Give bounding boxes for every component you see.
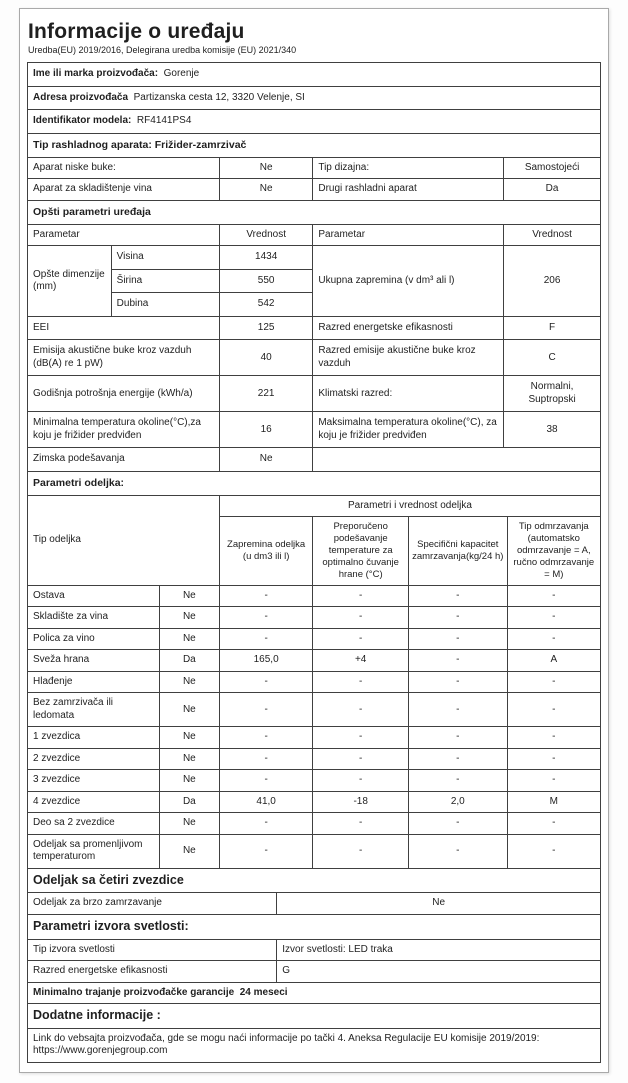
compartment-present: Da xyxy=(159,791,219,813)
table-row xyxy=(28,110,601,134)
compartment-temperature: - xyxy=(313,770,409,792)
page-title: Informacije o uređaju xyxy=(28,20,245,43)
compartment-name: Sveža hrana xyxy=(28,650,160,672)
param-value: 125 xyxy=(219,316,312,340)
warranty-table xyxy=(27,982,601,1005)
type-section-header-table xyxy=(27,133,601,158)
fast-freeze-table xyxy=(27,892,601,915)
compartment-present: Ne xyxy=(159,628,219,650)
param-label: Godišnja potrošnja energije (kWh/a) xyxy=(28,376,220,412)
compartment-temperature: - xyxy=(313,813,409,835)
compartment-temperature: - xyxy=(313,693,409,727)
compartment-temperature: +4 xyxy=(313,650,409,672)
dimension-value: 1434 xyxy=(219,246,312,270)
compartment-name: Hlađenje xyxy=(28,671,160,693)
compartment-present: Ne xyxy=(159,607,219,629)
dimension-value: 542 xyxy=(219,293,312,317)
compartment-row xyxy=(28,585,601,607)
param-label: Tip dizajna: xyxy=(313,157,504,179)
param-value: 40 xyxy=(219,340,312,376)
product-information-sheet xyxy=(19,8,609,1073)
compartment-defrost: - xyxy=(507,585,600,607)
dimension-name: Dubina xyxy=(111,293,219,317)
span-column-header: Parametri i vrednost odeljka xyxy=(219,495,600,517)
compartment-volume: - xyxy=(219,628,312,650)
table-row xyxy=(28,179,601,201)
param-label: Klimatski razred: xyxy=(313,376,504,412)
compartment-name: 4 zvezdice xyxy=(28,791,160,813)
table-row xyxy=(28,316,601,340)
table-row xyxy=(28,448,601,472)
table-row xyxy=(28,340,601,376)
compartment-temperature: - xyxy=(313,727,409,749)
additional-info-header-table xyxy=(27,1003,601,1029)
param-label: EEI xyxy=(28,316,220,340)
website-link-description: Link do vebsajta proizvođača, gde se mogu naći informacije po tački 4. Aneksa Regulacije EU komisije 2019/2019: xyxy=(33,1032,540,1044)
param-label: Zimska podešavanja xyxy=(28,448,220,472)
total-volume-value: 206 xyxy=(504,246,601,317)
table-row xyxy=(28,982,601,1004)
compartment-name: Bez zamrzivača ili ledomata xyxy=(28,693,160,727)
compartment-temperature: - xyxy=(313,671,409,693)
compartment-volume: - xyxy=(219,813,312,835)
compartment-name: Ostava xyxy=(28,585,160,607)
general-params-header-table xyxy=(27,200,601,225)
compartment-defrost: - xyxy=(507,607,600,629)
table-row xyxy=(28,376,601,412)
compartment-present: Ne xyxy=(159,770,219,792)
column-header-temperature: Preporučeno podešavanje temperature za optimalno čuvanje hrane (°C) xyxy=(313,517,409,585)
compartment-defrost: M xyxy=(507,791,600,813)
compartment-volume: 41,0 xyxy=(219,791,312,813)
compartment-row xyxy=(28,671,601,693)
four-star-header-table xyxy=(27,868,601,894)
compartment-name: Skladište za vina xyxy=(28,607,160,629)
fast-freeze-label: Odeljak za brzo zamrzavanje xyxy=(28,893,277,915)
section-header-appliance-type: Tip rashladnog aparata: Frižider-zamrzivač xyxy=(28,133,601,157)
param-label: Emisija akustične buke kroz vazduh (dB(A) re 1 pW) xyxy=(28,340,220,376)
compartment-capacity: 2,0 xyxy=(409,791,508,813)
compartment-volume: - xyxy=(219,748,312,770)
light-type-value: Izvor svetlosti: LED traka xyxy=(277,939,601,961)
compartment-row xyxy=(28,748,601,770)
dimensions-label: Opšte dimenzije (mm) xyxy=(28,246,112,317)
column-header: Parametar xyxy=(28,224,220,246)
compartment-temperature: - xyxy=(313,585,409,607)
compartment-temperature: - xyxy=(313,628,409,650)
compartment-capacity: - xyxy=(409,607,508,629)
compartment-defrost: - xyxy=(507,693,600,727)
param-value: Da xyxy=(504,179,601,201)
table-header-row xyxy=(28,224,601,246)
compartment-volume: - xyxy=(219,693,312,727)
param-label: Minimalna temperatura okoline(°C),za koju je frižider predviđen xyxy=(28,412,220,448)
compartment-volume: - xyxy=(219,727,312,749)
address-value: Partizanska cesta 12, 3320 Velenje, SI xyxy=(133,91,305,103)
table-row xyxy=(28,246,601,270)
table-row xyxy=(28,412,601,448)
brand-value: Gorenje xyxy=(163,68,200,79)
compartment-capacity: - xyxy=(409,748,508,770)
compartment-row xyxy=(28,650,601,672)
compartment-present: Da xyxy=(159,650,219,672)
param-value: Ne xyxy=(219,157,312,179)
address-label: Adresa proizvođača xyxy=(33,91,129,103)
section-header-compartments: Parametri odeljka: xyxy=(28,471,601,495)
column-header-freezing-capacity: Specifični kapacitet zamrzavanja(kg/24 h) xyxy=(409,517,508,585)
light-source-table xyxy=(27,939,601,983)
compartment-volume: - xyxy=(219,770,312,792)
section-header-light-source: Parametri izvora svetlosti: xyxy=(28,914,601,939)
compartment-defrost: - xyxy=(507,727,600,749)
additional-info-table xyxy=(27,1028,601,1063)
warranty-value: 24 meseci xyxy=(239,986,288,998)
column-header-defrost-type: Tip odmrzavanja (automatsko odmrzavanje = A, ručno odmrzavanje = M) xyxy=(507,517,600,585)
compartment-capacity: - xyxy=(409,834,508,868)
total-volume-label: Ukupna zapremina (v dm³ ali l) xyxy=(313,246,504,317)
compartment-defrost: A xyxy=(507,650,600,672)
compartment-defrost: - xyxy=(507,671,600,693)
param-value: 16 xyxy=(219,412,312,448)
compartment-defrost: - xyxy=(507,748,600,770)
compartment-temperature: - xyxy=(313,607,409,629)
table-row xyxy=(28,1028,601,1062)
param-value: 38 xyxy=(504,412,601,448)
compartment-temperature: - xyxy=(313,748,409,770)
compartment-name: Polica za vino xyxy=(28,628,160,650)
param-value: C xyxy=(504,340,601,376)
compartment-present: Ne xyxy=(159,834,219,868)
compartment-volume: - xyxy=(219,607,312,629)
table-row xyxy=(28,157,601,179)
compartment-present: Ne xyxy=(159,693,219,727)
compartment-name: 1 zvezdica xyxy=(28,727,160,749)
empty-cell xyxy=(313,448,601,472)
light-source-header-table xyxy=(27,914,601,940)
table-row xyxy=(28,961,601,983)
compartment-row xyxy=(28,607,601,629)
table-row xyxy=(28,939,601,961)
param-label: Aparat za skladištenje vina xyxy=(28,179,220,201)
identity-table xyxy=(27,62,601,134)
compartment-present: Ne xyxy=(159,813,219,835)
compartment-capacity: - xyxy=(409,693,508,727)
manufacturer-website-link[interactable]: https://www.gorenjegroup.com xyxy=(33,1045,168,1057)
compartment-capacity: - xyxy=(409,671,508,693)
compartment-defrost: - xyxy=(507,813,600,835)
compartment-present: Ne xyxy=(159,748,219,770)
column-header: Vrednost xyxy=(504,224,601,246)
model-id-value: RF4141PS4 xyxy=(136,115,192,126)
compartment-temperature: - xyxy=(313,834,409,868)
compartment-type-header: Tip odeljka xyxy=(28,495,220,585)
section-header-additional-info: Dodatne informacije : xyxy=(28,1004,601,1029)
param-value: Samostojeći xyxy=(504,157,601,179)
param-value: Ne xyxy=(219,179,312,201)
param-label: Drugi rashladni aparat xyxy=(313,179,504,201)
section-header-four-star: Odeljak sa četiri zvezdice xyxy=(28,868,601,893)
light-type-label: Tip izvora svetlosti xyxy=(28,939,277,961)
param-value: F xyxy=(504,316,601,340)
compartment-capacity: - xyxy=(409,585,508,607)
compartment-temperature: -18 xyxy=(313,791,409,813)
compartment-row xyxy=(28,813,601,835)
table-row xyxy=(28,893,601,915)
compartment-row xyxy=(28,770,601,792)
compartment-volume: - xyxy=(219,671,312,693)
param-value: 221 xyxy=(219,376,312,412)
regulation-subtitle: Uredba(EU) 2019/2016, Delegirana uredba komisije (EU) 2021/340 xyxy=(28,45,297,55)
compartment-capacity: - xyxy=(409,727,508,749)
param-label: Aparat niske buke: xyxy=(28,157,220,179)
table-row xyxy=(28,63,601,87)
compartment-capacity: - xyxy=(409,770,508,792)
compartment-capacity: - xyxy=(409,628,508,650)
compartment-capacity: - xyxy=(409,650,508,672)
compartment-name: 3 zvezdice xyxy=(28,770,160,792)
compartment-row xyxy=(28,791,601,813)
column-header: Parametar xyxy=(313,224,504,246)
section-header-general-params: Opšti parametri uređaja xyxy=(28,200,601,224)
column-header: Vrednost xyxy=(219,224,312,246)
compartment-present: Ne xyxy=(159,727,219,749)
param-value: Normalni, Suptropski xyxy=(504,376,601,412)
compartment-name: 2 zvezdice xyxy=(28,748,160,770)
compartments-table xyxy=(27,495,601,869)
dimension-name: Širina xyxy=(111,269,219,293)
compartment-present: Ne xyxy=(159,585,219,607)
table-row xyxy=(28,86,601,110)
compartment-row xyxy=(28,834,601,868)
general-params-table xyxy=(27,224,601,472)
compartment-name: Deo sa 2 zvezdice xyxy=(28,813,160,835)
dimension-name: Visina xyxy=(111,246,219,270)
compartment-row xyxy=(28,727,601,749)
compartments-header-table xyxy=(27,471,601,496)
param-label: Razred emisije akustične buke kroz vazduh xyxy=(313,340,504,376)
fast-freeze-value: Ne xyxy=(277,893,601,915)
compartment-volume: 165,0 xyxy=(219,650,312,672)
warranty-label: Minimalno trajanje proizvođačke garancije xyxy=(33,986,235,998)
param-value: Ne xyxy=(219,448,312,472)
compartment-row xyxy=(28,693,601,727)
param-label: Razred energetske efikasnosti xyxy=(313,316,504,340)
compartment-row xyxy=(28,628,601,650)
compartment-name: Odeljak sa promenljivom temperaturom xyxy=(28,834,160,868)
compartment-defrost: - xyxy=(507,834,600,868)
light-class-label: Razred energetske efikasnosti xyxy=(28,961,277,983)
compartment-defrost: - xyxy=(507,770,600,792)
compartment-defrost: - xyxy=(507,628,600,650)
compartment-volume: - xyxy=(219,585,312,607)
compartment-volume: - xyxy=(219,834,312,868)
compartment-present: Ne xyxy=(159,671,219,693)
model-id-label: Identifikator modela: xyxy=(33,115,132,126)
type-table xyxy=(27,157,601,201)
table-header-row xyxy=(28,495,601,517)
param-label: Maksimalna temperatura okoline(°C), za koju je frižider predviđen xyxy=(313,412,504,448)
dimension-value: 550 xyxy=(219,269,312,293)
column-header-volume: Zapremina odeljka (u dm3 ili l) xyxy=(219,517,312,585)
compartment-capacity: - xyxy=(409,813,508,835)
brand-label: Ime ili marka proizvođača: xyxy=(33,68,159,79)
light-class-value: G xyxy=(277,961,601,983)
